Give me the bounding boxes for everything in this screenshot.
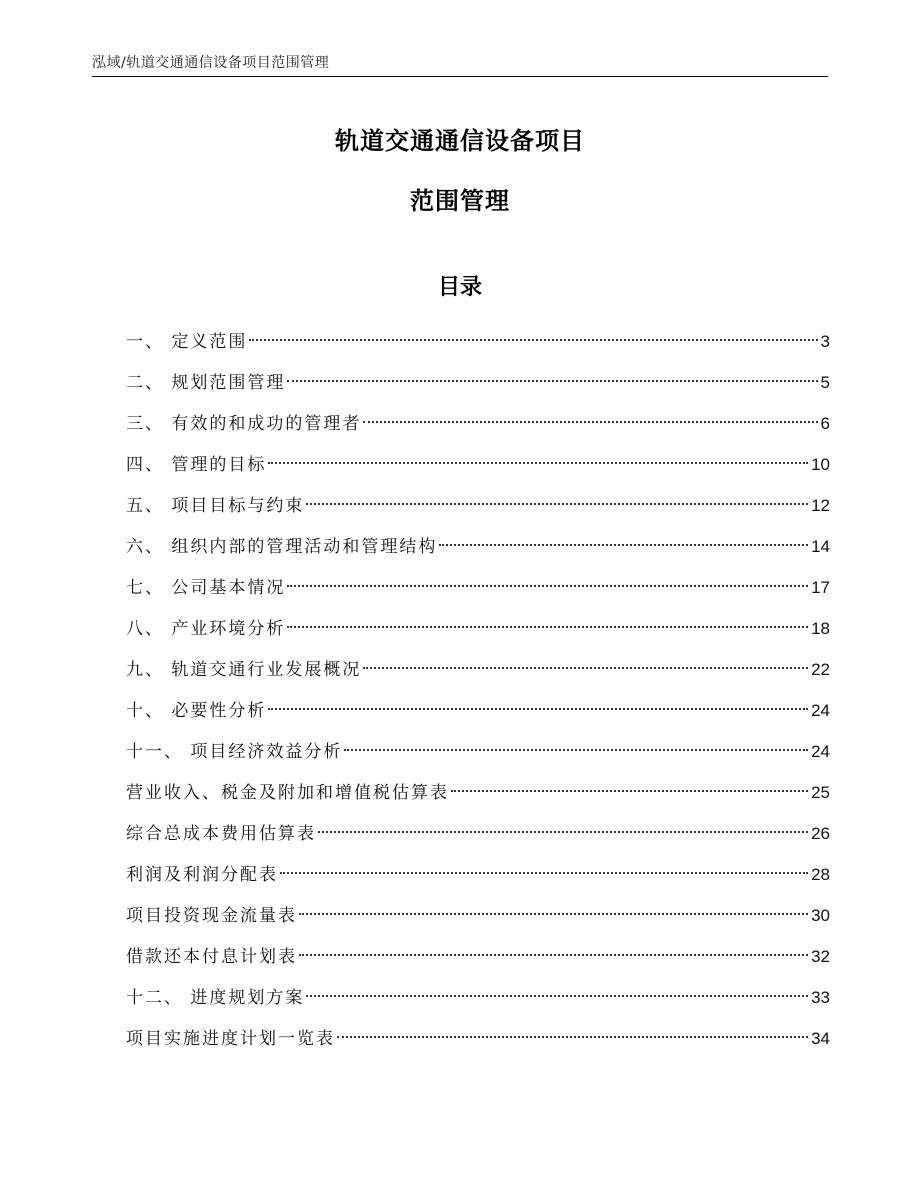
toc-entry-page: 34 bbox=[811, 1029, 830, 1048]
toc-entry-label: 综合总成本费用估算表 bbox=[126, 824, 316, 844]
toc-entry[interactable] bbox=[126, 772, 830, 813]
toc-leader-dots bbox=[268, 708, 808, 710]
toc-leader-dots bbox=[451, 790, 808, 792]
toc-entry-page: 32 bbox=[811, 947, 830, 966]
toc-leader-dots bbox=[318, 831, 808, 833]
toc-entry-page: 18 bbox=[811, 619, 830, 638]
toc-entry-label: 五、 项目目标与约束 bbox=[126, 496, 305, 516]
toc-leader-dots bbox=[287, 626, 808, 628]
toc-entry[interactable] bbox=[126, 977, 830, 1018]
toc-leader-dots bbox=[280, 872, 808, 874]
toc-leader-dots bbox=[287, 585, 808, 587]
toc-entry[interactable] bbox=[126, 567, 830, 608]
toc-entry-page: 24 bbox=[811, 742, 830, 761]
toc-leader-dots bbox=[249, 339, 817, 341]
toc-entry-label: 十二、 进度规划方案 bbox=[126, 988, 305, 1008]
toc-entry[interactable] bbox=[126, 321, 830, 362]
toc-entry[interactable] bbox=[126, 608, 830, 649]
toc-entry-page: 12 bbox=[811, 496, 830, 515]
toc-entry-label: 利润及利润分配表 bbox=[126, 865, 278, 885]
toc-entry-page: 22 bbox=[811, 660, 830, 679]
document-title-line1: 轨道交通通信设备项目 bbox=[335, 127, 585, 155]
toc-entry[interactable] bbox=[126, 895, 830, 936]
toc-entry-page: 25 bbox=[811, 783, 830, 802]
toc-entry[interactable] bbox=[126, 362, 830, 403]
toc-entry-page: 33 bbox=[811, 988, 830, 1007]
toc-entry-label: 四、 管理的目标 bbox=[126, 455, 267, 475]
toc-leader-dots bbox=[287, 380, 817, 382]
toc-entry[interactable] bbox=[126, 485, 830, 526]
toc-entry-page: 6 bbox=[820, 414, 830, 433]
toc-leader-dots bbox=[306, 503, 808, 505]
toc-entry[interactable] bbox=[126, 854, 830, 895]
toc-entry-page: 3 bbox=[820, 332, 830, 351]
table-of-contents bbox=[126, 321, 830, 1059]
toc-entry-label: 八、 产业环境分析 bbox=[126, 619, 286, 639]
toc-entry-label: 十一、 项目经济效益分析 bbox=[126, 742, 343, 762]
toc-entry-page: 10 bbox=[811, 455, 830, 474]
toc-leader-dots bbox=[268, 462, 808, 464]
toc-entry-label: 二、 规划范围管理 bbox=[126, 373, 286, 393]
toc-entry[interactable] bbox=[126, 526, 830, 567]
toc-entry-label: 项目投资现金流量表 bbox=[126, 906, 297, 926]
toc-entry-page: 28 bbox=[811, 865, 830, 884]
toc-entry-label: 三、 有效的和成功的管理者 bbox=[126, 414, 362, 434]
toc-entry[interactable] bbox=[126, 649, 830, 690]
toc-leader-dots bbox=[363, 667, 808, 669]
toc-entry-page: 26 bbox=[811, 824, 830, 843]
toc-leader-dots bbox=[363, 421, 817, 423]
toc-entry-page: 5 bbox=[820, 373, 830, 392]
toc-entry-label: 十、 必要性分析 bbox=[126, 701, 267, 721]
toc-entry[interactable] bbox=[126, 690, 830, 731]
toc-entry-label: 六、 组织内部的管理活动和管理结构 bbox=[126, 537, 438, 557]
toc-leader-dots bbox=[439, 544, 808, 546]
toc-entry[interactable] bbox=[126, 1018, 830, 1059]
toc-entry-page: 17 bbox=[811, 578, 830, 597]
toc-entry-label: 七、 公司基本情况 bbox=[126, 578, 286, 598]
toc-entry-label: 借款还本付息计划表 bbox=[126, 947, 297, 967]
toc-entry-label: 项目实施进度计划一览表 bbox=[126, 1029, 335, 1049]
toc-entry[interactable] bbox=[126, 403, 830, 444]
document-title-line2: 范围管理 bbox=[410, 187, 510, 215]
toc-leader-dots bbox=[337, 1036, 808, 1038]
toc-entry[interactable] bbox=[126, 444, 830, 485]
toc-leader-dots bbox=[299, 954, 808, 956]
toc-leader-dots bbox=[306, 995, 808, 997]
header-divider bbox=[92, 76, 828, 77]
toc-entry-label: 营业收入、税金及附加和增值税估算表 bbox=[126, 783, 449, 803]
toc-entry-page: 24 bbox=[811, 701, 830, 720]
toc-entry[interactable] bbox=[126, 731, 830, 772]
toc-entry-label: 一、 定义范围 bbox=[126, 332, 248, 352]
running-header: 泓域/轨道交通通信设备项目范围管理 bbox=[92, 55, 330, 71]
toc-leader-dots bbox=[299, 913, 808, 915]
toc-leader-dots bbox=[344, 749, 808, 751]
toc-entry-page: 14 bbox=[811, 537, 830, 556]
toc-entry-page: 30 bbox=[811, 906, 830, 925]
toc-entry[interactable] bbox=[126, 813, 830, 854]
toc-entry[interactable] bbox=[126, 936, 830, 977]
toc-entry-label: 九、 轨道交通行业发展概况 bbox=[126, 660, 362, 680]
toc-heading: 目录 bbox=[437, 275, 482, 300]
